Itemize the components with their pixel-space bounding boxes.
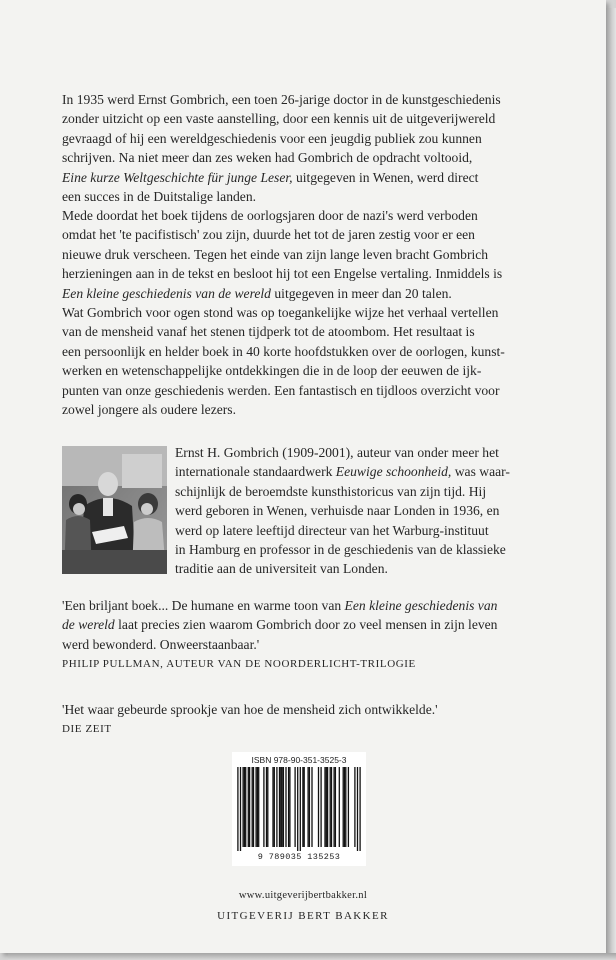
text-line: een persoonlijk en helder boek in 40 korte hoofdstukken over de oorlogen, kunst- [62,343,505,359]
barcode-bar [263,767,264,847]
barcode-bar [345,767,346,847]
book-title-dutch: Een kleine geschiedenis van de wereld [62,285,271,301]
text-line: zonder uitzicht op een vaste aanstelling, door een kennis uit de uitgeverijwereld [62,111,496,127]
barcode-bar [237,767,238,851]
barcode-bar [240,767,241,851]
book-page-edge [8,953,616,960]
barcode-bar [344,767,345,847]
blurb-paragraph-2 [62,206,562,303]
text-line: Mede doordat het boek tijdens de oorlogsjaren door de nazi's werd verboden [62,208,478,223]
barcode-bar [320,767,321,847]
text-line: 'Het waar gebeurde sprookje van hoe de mensheid zich ontwikkelde.' [62,702,438,717]
barcode-bar [281,767,282,847]
barcode-bar [276,767,277,847]
barcode-bar [354,767,355,847]
author-photo-image [62,446,167,574]
text-line: omdat het 'te pacifistisch' zou zijn, duurde het tot de jaren zestig voor er een [62,227,475,243]
barcode-bar [266,767,267,847]
text-line: schrijven. Na niet meer dan zes weken had Gombrich de opdracht voltooid, [62,150,473,166]
quote-source: PHILIP PULLMAN, AUTEUR VAN DE NOORDERLICHT-TRILOGIE [62,658,416,671]
barcode-bar [307,767,308,847]
barcode-digits: 9 789035 135253 [257,852,341,862]
quote-source: DIE ZEIT [62,723,112,736]
text-line: van de mensheid vanaf het stenen tijdperk tot de atoombom. Het resultaat is [62,324,475,340]
text-line: Ernst H. Gombrich (1909-2001), auteur van onder meer het [175,445,499,460]
book-title-eeuwige-schoonheid: Eeuwige schoonheid, [335,464,452,480]
text-line: schijnlijk de beroemdste kunsthistoricus van zijn tijd. Hij [175,483,487,499]
text-line: In 1935 werd Ernst Gombrich, een toen 26-jarige doctor in de kunstgeschiedenis [62,92,501,107]
publisher-website: www.uitgeverijbertbakker.nl [238,890,368,901]
barcode-bar [242,767,243,847]
text-line: werken en wetenschappelijke ontdekkingen die in de loop der eeuwen de ijk- [62,363,482,379]
barcode-bar [335,767,336,847]
text-line: Wat Gombrich voor ogen stond was op toegankelijke wijze het verhaal vertellen [62,305,499,320]
barcode-bar [339,767,340,847]
author-photo [62,446,167,574]
review-quote-pullman [62,596,562,673]
barcode-bar [272,767,273,847]
text-line: werd bewonderd. Onweerstaanbaar.' [62,636,260,652]
barcode-bar [244,767,245,847]
barcode-bar [252,767,253,847]
text-line: herzieningen aan in de tekst en besloot hij tot een Engelse vertaling. Inmiddels is [62,266,503,282]
text-line: punten van onze geschiedenis werden. Een fantastisch en tijdloos overzicht voor [62,382,500,398]
barcode-bar [357,767,358,851]
text-line: in Hamburg en professor in de geschiedenis van de klassieke [175,542,506,558]
text-line: internationale standaardwerk Eeuwige schoonheid, was waar- [175,464,510,480]
barcode-bar [289,767,290,847]
barcode-bar [326,767,327,847]
text-line: werd op latere leeftijd directeur van het Warburg-instituut [175,522,489,538]
barcode-bar [283,767,284,847]
text-line: 'Een briljant boek... De humane en warme toon van Een kleine geschiedenis van [62,598,498,613]
barcode-bar [253,767,254,847]
barcode-bar [274,767,275,847]
barcode-bar [343,767,344,847]
barcode-bar [288,767,289,847]
barcode-bar [331,767,332,847]
barcode-bar [333,767,334,847]
publisher-name: UITGEVERIJ BERT BAKKER [217,910,389,922]
barcode-bar [348,767,349,847]
review-quote-die-zeit [62,700,562,738]
blurb-paragraph-1 [62,90,562,206]
book-title-german: Eine kurze Weltgeschichte für junge Leser, [62,169,293,185]
book-page-edge [606,8,616,960]
barcode-bar [249,767,250,847]
isbn-label: ISBN 978-90-351-3525-3 [251,755,347,765]
text-line: nieuwe druk verscheen. Tegen het einde van zijn lange leven bracht Gombrich [62,246,489,262]
text-line: de wereld laat precies zien waarom Gombrich door zo veel mensen in zijn leven [62,617,498,633]
barcode-bar [245,767,246,847]
text-line: een succes in de Duitstalige landen. [62,189,257,205]
barcode-bar [327,767,328,847]
text-line: werd geboren in Wenen, verhuisde naar Londen in 1936, en [175,503,500,519]
barcode-bar [304,767,305,847]
barcode-bar [300,767,301,851]
text-line: gevraagd of hij een wereldgeschiedenis voor een jeugdig publiek zou kunnen [62,130,482,146]
author-bio [175,443,567,579]
barcode-bar [359,767,360,851]
barcode-bar [258,767,259,847]
text-line: zowel jongere als oudere lezers. [62,402,236,418]
text-line: Eine kurze Weltgeschichte für junge Leser, uitgegeven in Wenen, werd direct [62,169,479,185]
text-line: traditie aan de universiteit van Londen. [175,561,388,577]
barcode-bar [285,767,286,847]
barcode-bar [257,767,258,847]
barcode-bar [297,767,298,851]
barcode-bar [255,767,256,847]
barcode-bar [324,767,325,847]
barcode-bar [311,767,312,847]
barcode-bar [302,767,303,847]
text-line: Een kleine geschiedenis van de wereld uitgegeven in meer dan 20 talen. [62,285,452,301]
barcode-bar [294,767,295,847]
blurb-paragraph-3 [62,303,562,419]
barcode-bar [248,767,249,847]
barcode-bars [232,767,366,851]
isbn-barcode [232,752,366,866]
barcode-bar [318,767,319,847]
barcode-bar [280,767,281,847]
barcode-bar [309,767,310,847]
barcode-bar [279,767,280,847]
barcode-bar [267,767,268,847]
barcode-bar [330,767,331,847]
